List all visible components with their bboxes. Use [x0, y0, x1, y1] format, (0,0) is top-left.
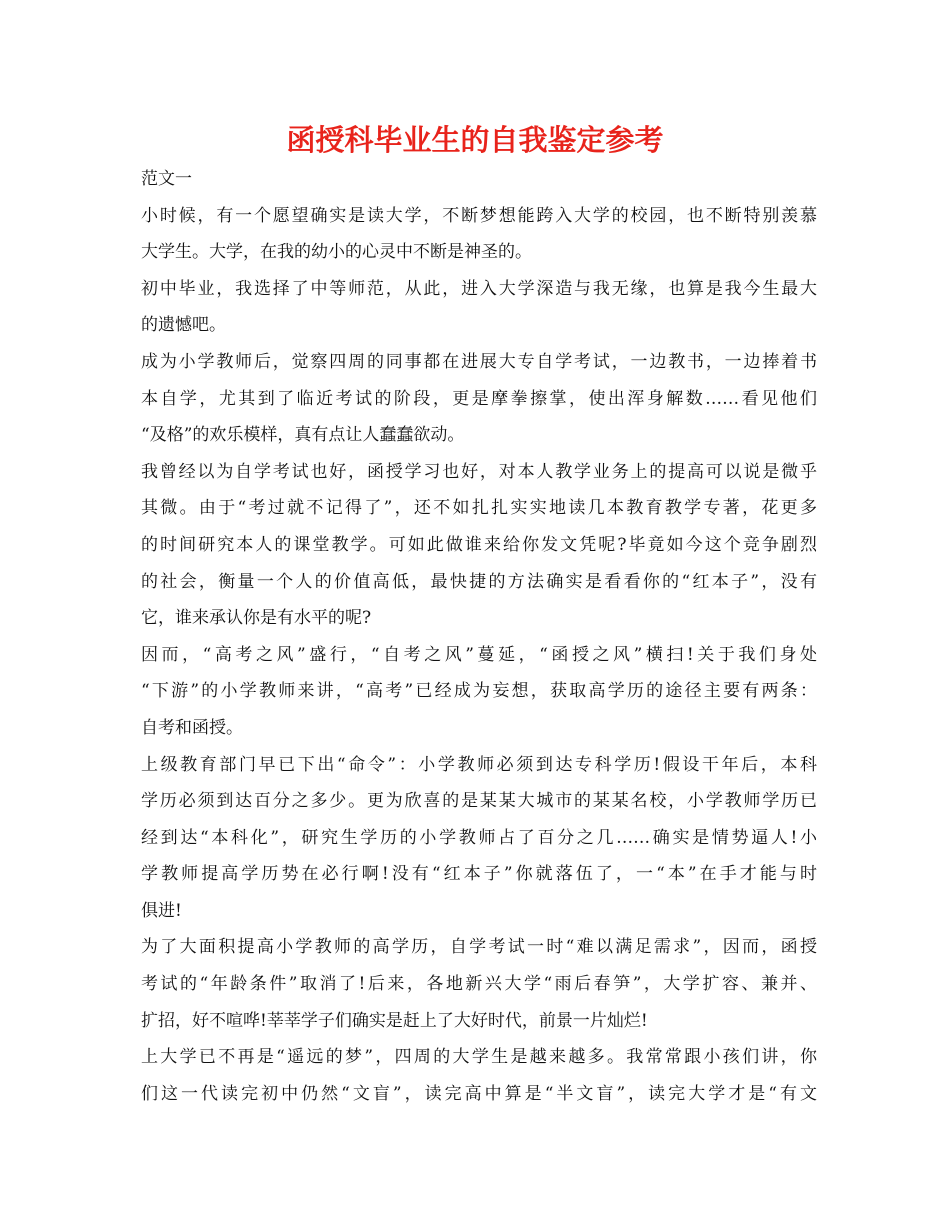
- text-line: 本自学，尤其到了临近考试的阶段，更是摩拳擦掌，使出浑身解数……看见他们: [141, 388, 817, 409]
- text-line: 扩招，好不喧哗!莘莘学子们确实是赶上了大好时代，前景一片灿烂!: [141, 1010, 648, 1031]
- text-line: 范文一: [141, 169, 192, 189]
- document-title: 函授科毕业生的自我鉴定参考: [286, 123, 664, 157]
- text-line: 大学生。大学，在我的幼小的心灵中不断是神圣的。: [141, 242, 532, 263]
- text-line: 上级教育部门早已下出“命令”：小学教师必须到达专科学历!假设干年后，本科: [141, 754, 817, 775]
- text-line: 考试的“年龄条件”取消了!后来，各地新兴大学“雨后春笋”，大学扩容、兼并、: [141, 974, 817, 995]
- text-line: 的遗憾吧。: [141, 315, 226, 336]
- text-line: “下游”的小学教师来讲，“高考”已经成为妄想，获取高学历的途径主要有两条：: [141, 681, 817, 702]
- text-line: 为了大面积提高小学教师的高学历，自学考试一时“难以满足需求”，因而，函授: [141, 937, 817, 958]
- text-line: 的时间研究本人的课堂教学。可如此做谁来给你发文凭呢?毕竟如今这个竞争剧烈: [141, 534, 817, 555]
- text-line: 其微。由于“考过就不记得了”，还不如扎扎实实地读几本教育教学专著，花更多: [141, 498, 817, 519]
- text-line: 成为小学教师后，觉察四周的同事都在进展大专自学考试，一边教书，一边捧着书: [141, 351, 817, 372]
- text-line: “及格”的欢乐模样，真有点让人蠢蠢欲动。: [141, 425, 465, 446]
- text-line: 它，谁来承认你是有水平的呢?: [141, 608, 372, 629]
- text-line: 我曾经以为自学考试也好，函授学习也好，对本人教学业务上的提高可以说是微乎: [141, 461, 817, 482]
- text-line: 的社会，衡量一个人的价值高低，最快捷的方法确实是看看你的“红本子”，没有: [141, 571, 817, 592]
- text-line: 学教师提高学历势在必行啊!没有“红本子”你就落伍了，一“本”在手才能与时: [141, 864, 818, 885]
- text-line: 上大学已不再是“遥远的梦”，四周的大学生是越来越多。我常常跟小孩们讲，你: [141, 1047, 817, 1068]
- text-line: 们这一代读完初中仍然“文盲”，读完高中算是“半文盲”，读完大学才是“有文: [141, 1083, 817, 1104]
- text-line: 学历必须到达百分之多少。更为欣喜的是某某大城市的某某名校，小学教师学历已: [141, 791, 817, 812]
- text-line: 小时候，有一个愿望确实是读大学，不断梦想能跨入大学的校园，也不断特别羡慕: [141, 205, 817, 226]
- text-line: 经到达“本科化”，研究生学历的小学教师占了百分之几……确实是情势逼人!小: [141, 827, 817, 848]
- text-line: 因而，“高考之风”盛行，“自考之风”蔓延，“函授之风”横扫!关于我们身处: [141, 644, 817, 665]
- text-line: 初中毕业，我选择了中等师范，从此，进入大学深造与我无缘，也算是我今生最大: [141, 278, 817, 299]
- document-body: [141, 161, 817, 1112]
- text-line: 自考和函授。: [141, 717, 243, 738]
- text-line: 俱进!: [141, 900, 182, 921]
